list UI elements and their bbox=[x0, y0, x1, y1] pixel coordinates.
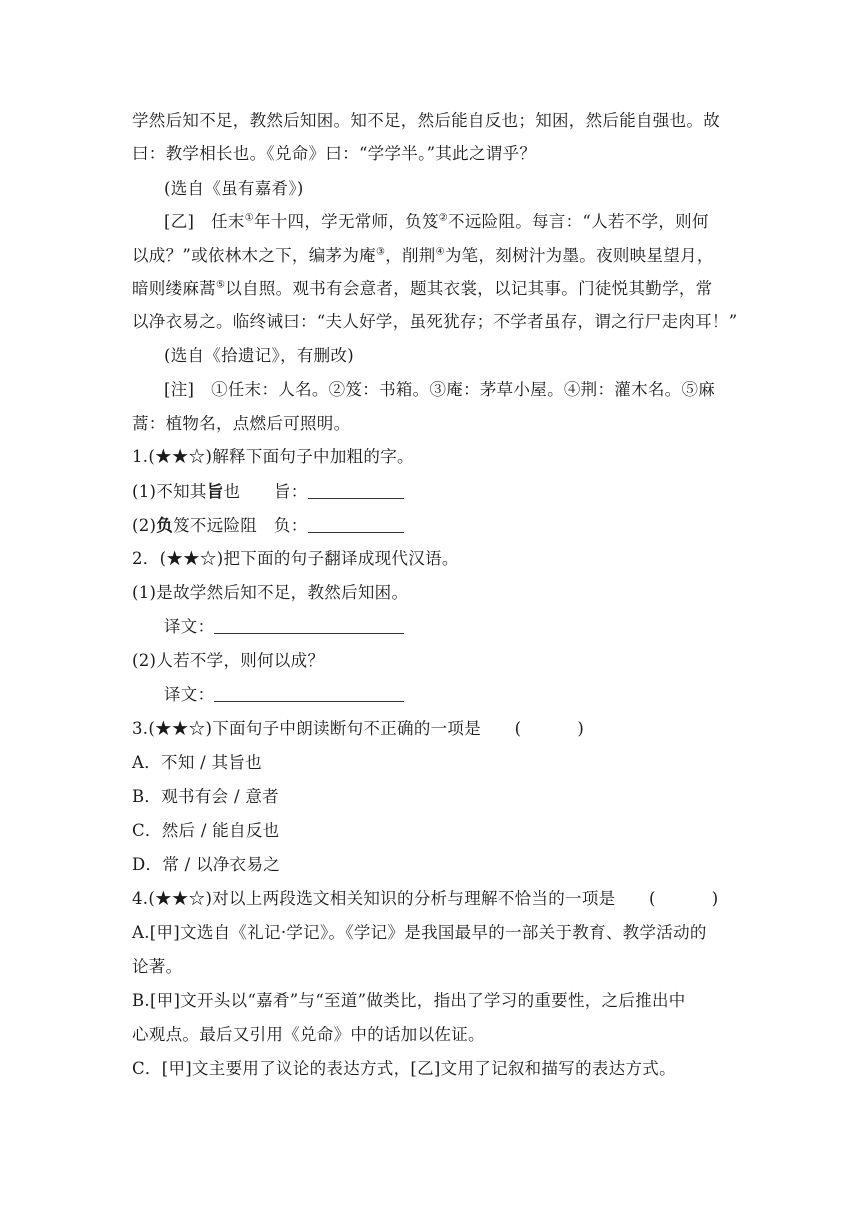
question-1-item-2: (2)负笈不远险阻 负： bbox=[0, 511, 860, 541]
passage-yi-line-3: 暗则缕麻蒿⑤以自照。观书有会意者，题其衣裳，以记其事。门徒悦其勤学，常 bbox=[132, 279, 713, 298]
passage-yi-line-4: 以净衣易之。临终诫曰：“夫人好学，虽死犹存；不学者虽存，谓之行尸走肉耳！” bbox=[132, 312, 738, 331]
footnote-mark-1: ① bbox=[244, 212, 254, 224]
footnote-mark-4: ④ bbox=[435, 246, 445, 258]
footnote-mark-3: ③ bbox=[375, 246, 386, 258]
question-4-option-b-line-2: 心观点。最后又引用《兑命》中的话加以佐证。 bbox=[132, 1025, 485, 1044]
passage-yi-line-1: [乙] 任末①年十四，学无常师，负笈②不远险阻。每言：“人若不学，则何 bbox=[164, 212, 709, 231]
notes-line-1: [注] ①任末：人名。②笈：书箱。③庵：茅草小屋。④荆：灌木名。⑤麻 bbox=[164, 380, 716, 399]
passage-yi-line-2: 以成？”或依林木之下，编茅为庵③，削荆④为笔，刻树汁为墨。夜则映星望月， bbox=[132, 246, 714, 265]
question-1-item-1: (1)不知其旨也 旨： bbox=[0, 477, 860, 507]
translation-blank[interactable] bbox=[214, 615, 404, 634]
question-4-option-a-line-2: 论著。 bbox=[132, 957, 183, 976]
passage-jia-line-1: 学然后知不足，教然后知困。知不足，然后能自反也；知困，然后能自强也。故 bbox=[132, 111, 720, 130]
question-4-option-b-line-1: B.[甲]文开头以“嘉肴”与“至道”做类比，指出了学习的重要性，之后推出中 bbox=[132, 991, 686, 1010]
question-3-option-d: D．常 / 以净衣易之 bbox=[132, 855, 281, 874]
answer-blank[interactable] bbox=[308, 514, 404, 533]
question-2-translation-2: 译文： bbox=[0, 680, 860, 710]
question-3-option-c: C．然后 / 能自反也 bbox=[132, 821, 280, 840]
question-1: 1.(★★☆)解释下面句子中加粗的字。 bbox=[132, 447, 414, 466]
question-4-option-c: C．[甲]文主要用了议论的表达方式，[乙]文用了记叙和描写的表达方式。 bbox=[132, 1059, 676, 1078]
footnote-mark-2: ② bbox=[438, 212, 449, 224]
question-3-option-a: A．不知 / 其旨也 bbox=[132, 753, 262, 772]
question-2-item-2: (2)人若不学，则何以成？ bbox=[132, 651, 325, 670]
translation-blank[interactable] bbox=[214, 683, 404, 702]
question-3-option-b: B．观书有会 / 意者 bbox=[132, 787, 279, 806]
footnote-mark-5: ⑤ bbox=[216, 279, 226, 291]
passage-yi-source: (选自《拾遗记》，有删改) bbox=[164, 346, 355, 365]
question-2-translation-1: 译文： bbox=[0, 612, 860, 642]
question-4: 4.(★★☆)对以上两段选文相关知识的分析与理解不恰当的一项是 ( ) bbox=[132, 889, 719, 908]
answer-blank[interactable] bbox=[308, 480, 404, 499]
question-2-item-1: (1)是故学然后知不足，教然后知困。 bbox=[132, 583, 409, 602]
passage-jia-source: (选自《虽有嘉肴》) bbox=[164, 179, 304, 198]
question-4-option-a-line-1: A.[甲]文选自《礼记·学记》。《学记》是我国最早的一部关于教育、教学活动的 bbox=[132, 923, 707, 942]
bold-character: 旨 bbox=[206, 482, 224, 501]
question-2: 2．(★★☆)把下面的句子翻译成现代汉语。 bbox=[132, 549, 459, 568]
question-3: 3.(★★☆)下面句子中朗读断句不正确的一项是 ( ) bbox=[132, 719, 585, 738]
notes-line-2: 蒿：植物名，点燃后可照明。 bbox=[132, 414, 351, 433]
bold-character: 负 bbox=[156, 516, 174, 535]
passage-jia-line-2: 曰：教学相长也。《兑命》曰：“学学半。”其此之谓乎？ bbox=[132, 144, 537, 163]
